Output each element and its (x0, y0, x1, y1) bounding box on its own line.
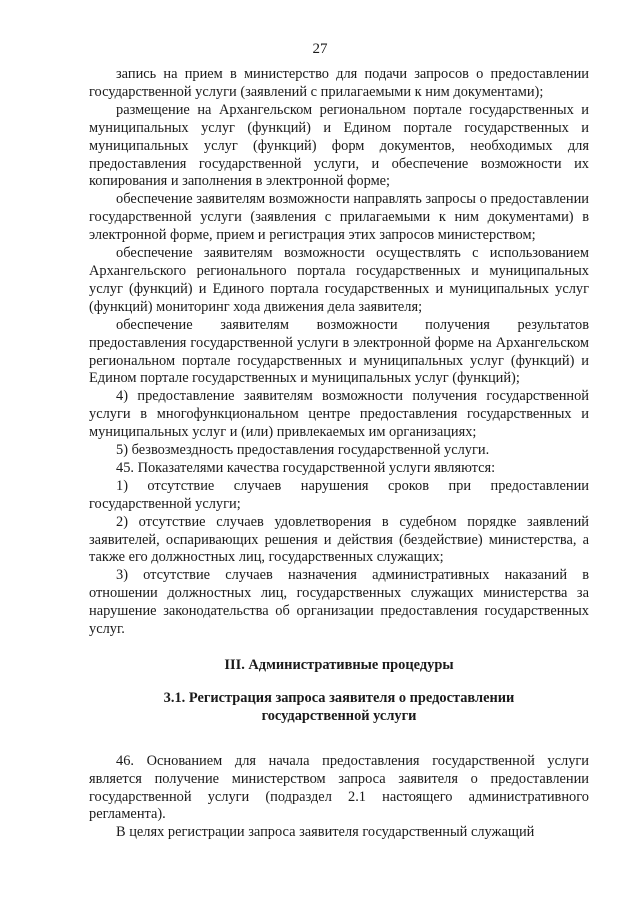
subsection-heading (89, 690, 589, 726)
paragraph: 4) предоставление заявителям возможности получения государственной услуги в многофункциональном центре предоставления государственных и муниципальных услуг и (или) привлекаемых им организациях; (89, 388, 589, 441)
paragraph: запись на прием в министерство для подачи запросов о предоставлении государственной услуги (заявлений с прилагаемыми к ним документами); (89, 66, 589, 100)
page-number: 27 (312, 41, 328, 57)
paragraph: 1) отсутствие случаев нарушения сроков при предоставлении государственной услуги; (89, 477, 589, 512)
paragraph: 3) отсутствие случаев назначения административных наказаний в отношении должностных лиц, государственных служащих министерства за нарушение законодательства об организации предоставления государственных услуг. (89, 567, 589, 638)
document-body (89, 66, 589, 842)
paragraph: размещение на Архангельском региональном портале государственных и муниципальных услуг (функций) и Едином портале государственных и муниципальных услуг (функций) форм документов, необходимых для предоставления государственной услуги, и обеспечение возможности их копирования и заполнения в электронной форме; (89, 101, 589, 190)
paragraph: обеспечение заявителям возможности осуществлять с использованием Архангельского регионального портала государственных и муниципальных услуг (функций) и Единого портала государственных и муниципальных услуг (функций) мониторинг хода движения дела заявителя; (89, 245, 589, 315)
subsection-heading-line: государственной услуги (261, 707, 417, 724)
paragraph: 46. Основанием для начала предоставления государственной услуги является получение министерством запроса заявителя о предоставлении государственной услуги (подраздел 2.1 настоящего административного регламента). (89, 752, 589, 823)
paragraph: 5) безвозмездность предоставления государственной услуги. (116, 442, 490, 459)
paragraph: В целях регистрации запроса заявителя государственный служащий (116, 824, 535, 841)
paragraph: обеспечение заявителям возможности получения результатов предоставления государственной услуги в электронной форме на Архангельском региональном портале государственных и муниципальных услуг (функций) и Едином портале государственных и муниципальных услуг (функций); (89, 316, 589, 387)
paragraph: 45. Показателями качества государственной услуги являются: (116, 459, 496, 476)
section-heading: III. Административные процедуры (224, 657, 454, 673)
paragraph: обеспечение заявителям возможности направлять запросы о предоставлении государственной услуги (заявления с прилагаемыми к ним документами) в электронной форме, прием и регистрация этих запросов министерством; (89, 191, 589, 244)
paragraph: 2) отсутствие случаев удовлетворения в судебном порядке заявлений заявителей, оспаривающих решения и действия (бездействие) министерства, а также его должностных лиц, государственных служащих; (89, 513, 589, 566)
subsection-heading-line: 3.1. Регистрация запроса заявителя о предоставлении (163, 689, 515, 706)
